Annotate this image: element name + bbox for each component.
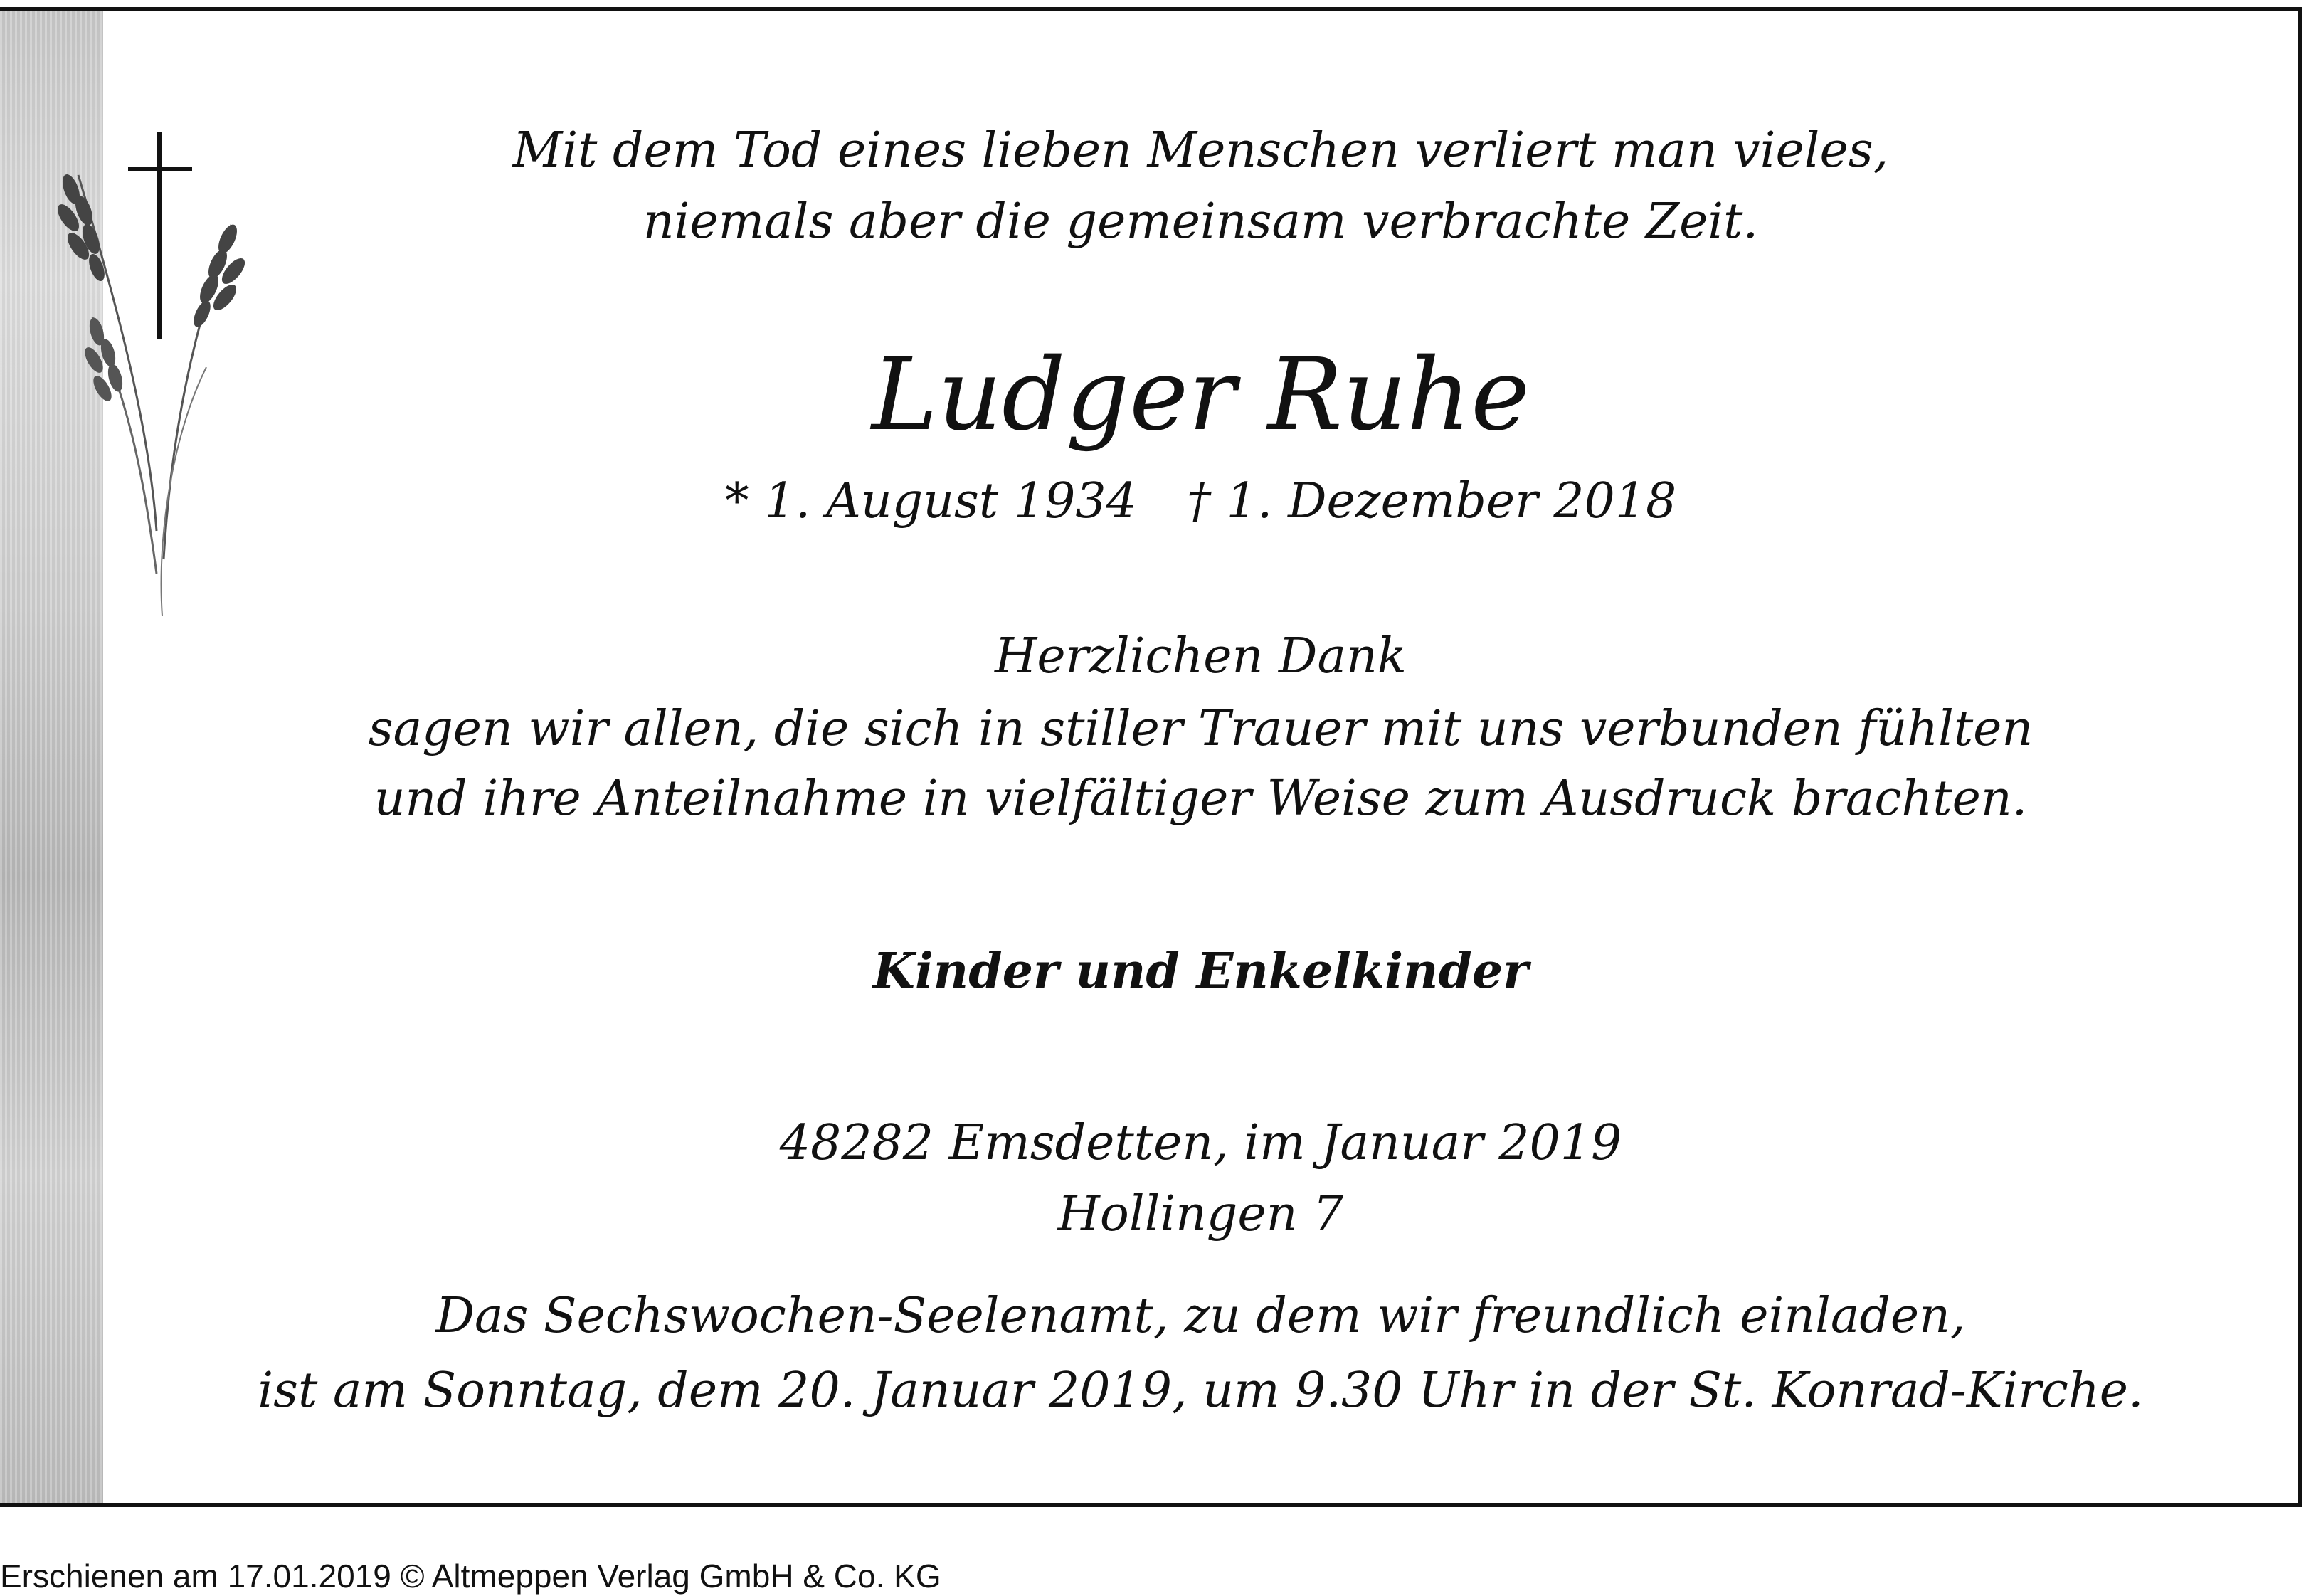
life-dates — [103, 473, 2298, 529]
notice-text — [103, 11, 2298, 1503]
address-line: Hollingen 7 — [1057, 1186, 1344, 1242]
publication-footer: Erschienen am 17.01.2019 © Altmeppen Verlag GmbH & Co. KG — [0, 1558, 941, 1595]
birth-date: * 1. August 1934 — [724, 473, 1137, 529]
service-line: ist am Sonntag, dem 20. Januar 2019, um 9.30 Uhr in der St. Konrad-Kirche. — [258, 1363, 2144, 1419]
address-line: 48282 Emsdetten, im Januar 2019 — [779, 1115, 1622, 1171]
family-signature: Kinder und Enkelkinder — [872, 943, 1529, 1000]
deceased-name: Ludger Ruhe — [871, 337, 1530, 453]
obituary-notice — [0, 7, 2302, 1507]
service-line: Das Sechswochen-Seelenamt, zu dem wir freundlich einladen, — [435, 1288, 1966, 1344]
quote-line: niemals aber die gemeinsam verbrachte Zeit. — [642, 194, 1759, 250]
thanks-line: und ihre Anteilnahme in vielfältiger Weise zum Ausdruck brachten. — [374, 771, 2028, 827]
quote-line: Mit dem Tod eines lieben Menschen verliert man vieles, — [512, 122, 1889, 179]
thanks-line: sagen wir allen, die sich in stiller Trauer mit uns verbunden fühlten — [368, 701, 2034, 757]
thanks-heading: Herzlichen Dank — [995, 628, 1407, 685]
death-date: † 1. Dezember 2018 — [1186, 473, 1677, 529]
